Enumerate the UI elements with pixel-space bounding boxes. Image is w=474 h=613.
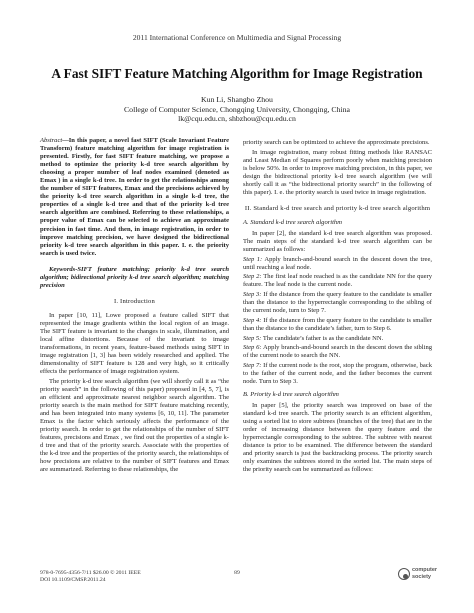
- author-email: lk@cqu.edu.cn, shbzhou@cqu.edu.cn: [178, 114, 296, 124]
- step-text: If the current node is the root, stop the program, otherwise, back to the father of the current node, and the father becomes the current node. Turn to Step 3.: [243, 361, 432, 385]
- step-text: The candidate’s father is as the candidate NN.: [261, 334, 384, 342]
- step-text: If the distance from the query feature to the candidate is smaller than the distance to the candidate’s father, turn to Step 6.: [243, 316, 432, 332]
- footer-citation: [40, 570, 141, 585]
- step-item: [243, 273, 432, 289]
- page-number: 89: [234, 570, 240, 576]
- step-label: Step 7:: [243, 361, 262, 369]
- abstract-lead: Abstract: [40, 137, 63, 144]
- step-item: [243, 256, 432, 272]
- step-item: [243, 362, 432, 386]
- subsection-b-body: In paper [5], the priority search was improved on base of the standard k-d tree search. The priority search is an efficient algorithm, using a sorted list to store subtrees (branches of the tree) that are in the order of increasing distance between the query feature and the hyperrectangle corresponding to the subtree. The subtree with nearest distance is prior to be examined. The difference between the standard and priority search is just the backtracking process. The priority search only examines the subtrees stored in the sorted list. The main steps of the priority search can be summarized as follows:: [243, 402, 432, 474]
- step-item: [243, 335, 432, 343]
- author-affiliation: College of Computer Science, Chongqing University, Chongqing, China: [123, 104, 350, 114]
- step-label: Step 1:: [243, 255, 263, 263]
- step-label: Step 3:: [243, 291, 262, 299]
- step-text: Apply branch-and-bound search in the descent down the sibling of the current node to search the NN.: [243, 344, 432, 360]
- step-label: Step 5:: [243, 334, 262, 342]
- abstract-body: —In this paper, a novel fast SIFT (Scale Invariant Feature Transform) feature matching algorithm for image registration is presented. Firstly, for fast SIFT feature matching, we propose a method to optimize the priority k-d tree search algorithm by choosing a proper number of leaf nodes examined (denoted as Emax ) in a single k-d tree. In order to get the relationships among the number of SIFT features, Emax and the precisions achieved by the priority k-d tree search algorithm in a single k-d tree, the properties of a single k-d tree and that of the priority k-d tree search algorithm are combined. Referring to these relationships, a proper value of Emax can be selected to achieve an approximate precision in fast time. And then, in image registration, in order to improve matching precision, we have designed the bidirectional priority k-d tree search algorithm in this paper. I. e. the priority search is used twice.: [40, 137, 229, 257]
- keywords: Keywords-SIFT feature matching; priority k-d tree search algorithm; bidirectional priority k-d tree search algorithm; matching precision: [40, 265, 229, 289]
- step-item: [243, 317, 432, 333]
- step-label: Step 4:: [243, 316, 262, 324]
- logo-line-2: society: [412, 573, 431, 580]
- intro-paragraph-1: In paper [10, 11], Lowe proposed a feature called SIFT that represented the image gradients within the local region of an image. The SIFT feature is invariant to the changes in scale, illumination, and local affine distortions. Because of the invariant to image transformations, in recent years, feature-based methods using SIFT in image registration [1, 3] has been widely researched and applied. The dimensionality of SIFT feature is 128 and very high, so it critically effects the performance of image registration system.: [40, 311, 229, 376]
- right-column: [243, 139, 432, 476]
- subsection-heading-a: A. Standard k-d tree search algorithm: [243, 218, 342, 226]
- intro-paragraph-2: The priority k-d tree search algorithm (we will shortly call it as “the priority search” in the following of this paper) proposed in [4, 5, 7], is an efficient and approximate nearest neighbor search algorithm. The priority search is the main method for SIFT feature matching recently, and has been integrated into many systems [6, 10, 11]. The parameter Emax is the factor which seriously affects the performance of the priority search. In order to get the relationships of the number of SIFT features, precisions and Emax , we find out the properties of a single k-d tree and that of the priority search. Associate with the properties of the k-d tree and the properties of the priority search, the relationships of how precisions are relative to the number of SIFT features and Emax are summarized. Referring to these relationships, the: [40, 377, 229, 474]
- paper-title: A Fast SIFT Feature Matching Algorithm for Image Registration: [51, 66, 423, 81]
- author-block: [0, 95, 474, 124]
- left-column: [40, 137, 229, 476]
- section-heading-introduction: I. Introduction: [113, 297, 156, 305]
- step-item: [243, 344, 432, 360]
- abstract: [40, 137, 229, 258]
- subsection-a-intro: In paper [2], the standard k-d tree search algorithm was proposed. The main steps of the standard k-d tree search algorithm can be summarized as follows:: [243, 230, 432, 254]
- step-text: If the distance from the query feature to the candidate is smaller than the distance to the hyperrectangle corresponding to the sibling of the current node, turn to Step 7.: [243, 291, 432, 315]
- step-label: Step 6:: [243, 344, 262, 352]
- subsection-heading-b: B. Priority k-d tree search algorithm: [243, 391, 339, 399]
- step-text: Apply branch-and-bound search in the descent down the tree, until reaching a leaf node.: [243, 255, 432, 271]
- step-list: [243, 256, 432, 386]
- computer-society-logo: [398, 567, 438, 583]
- section-heading-2: II. Standard k-d tree search and priority k-d tree search algorithm: [244, 204, 431, 212]
- footer-isbn: 978-0-7695-4356-7/11 $26.00 © 2011 IEEE: [40, 570, 141, 576]
- step-label: Step 2:: [243, 273, 262, 281]
- right-paragraph-1: priority search can be optimized to achieve the approximate precisions.: [243, 139, 430, 146]
- logo-ring-icon: [398, 568, 410, 580]
- footer-doi: DOI 10.1109/CMSP.2011.24: [40, 577, 106, 584]
- right-paragraph-2: In image registration, many robust fitting methods like RANSAC and Least Median of Squares perform poorly when matching precision is below 50%. In order to improve matching precision, in this paper, we design the bidirectional priority k-d tree search algorithm (we will shortly call it as “the bidirectional priority search” in the following of this paper). I. e. the priority search is used twice in image registration.: [243, 148, 432, 196]
- author-names: Kun Li, Shangbo Zhou: [201, 95, 273, 104]
- step-text: The first leaf node reached is as the candidate NN for the query feature. The leaf node is the current node.: [243, 273, 432, 289]
- conference-header: 2011 International Conference on Multimedia and Signal Processing: [132, 33, 342, 42]
- step-item: [243, 291, 432, 315]
- logo-line-1: computer: [412, 567, 438, 573]
